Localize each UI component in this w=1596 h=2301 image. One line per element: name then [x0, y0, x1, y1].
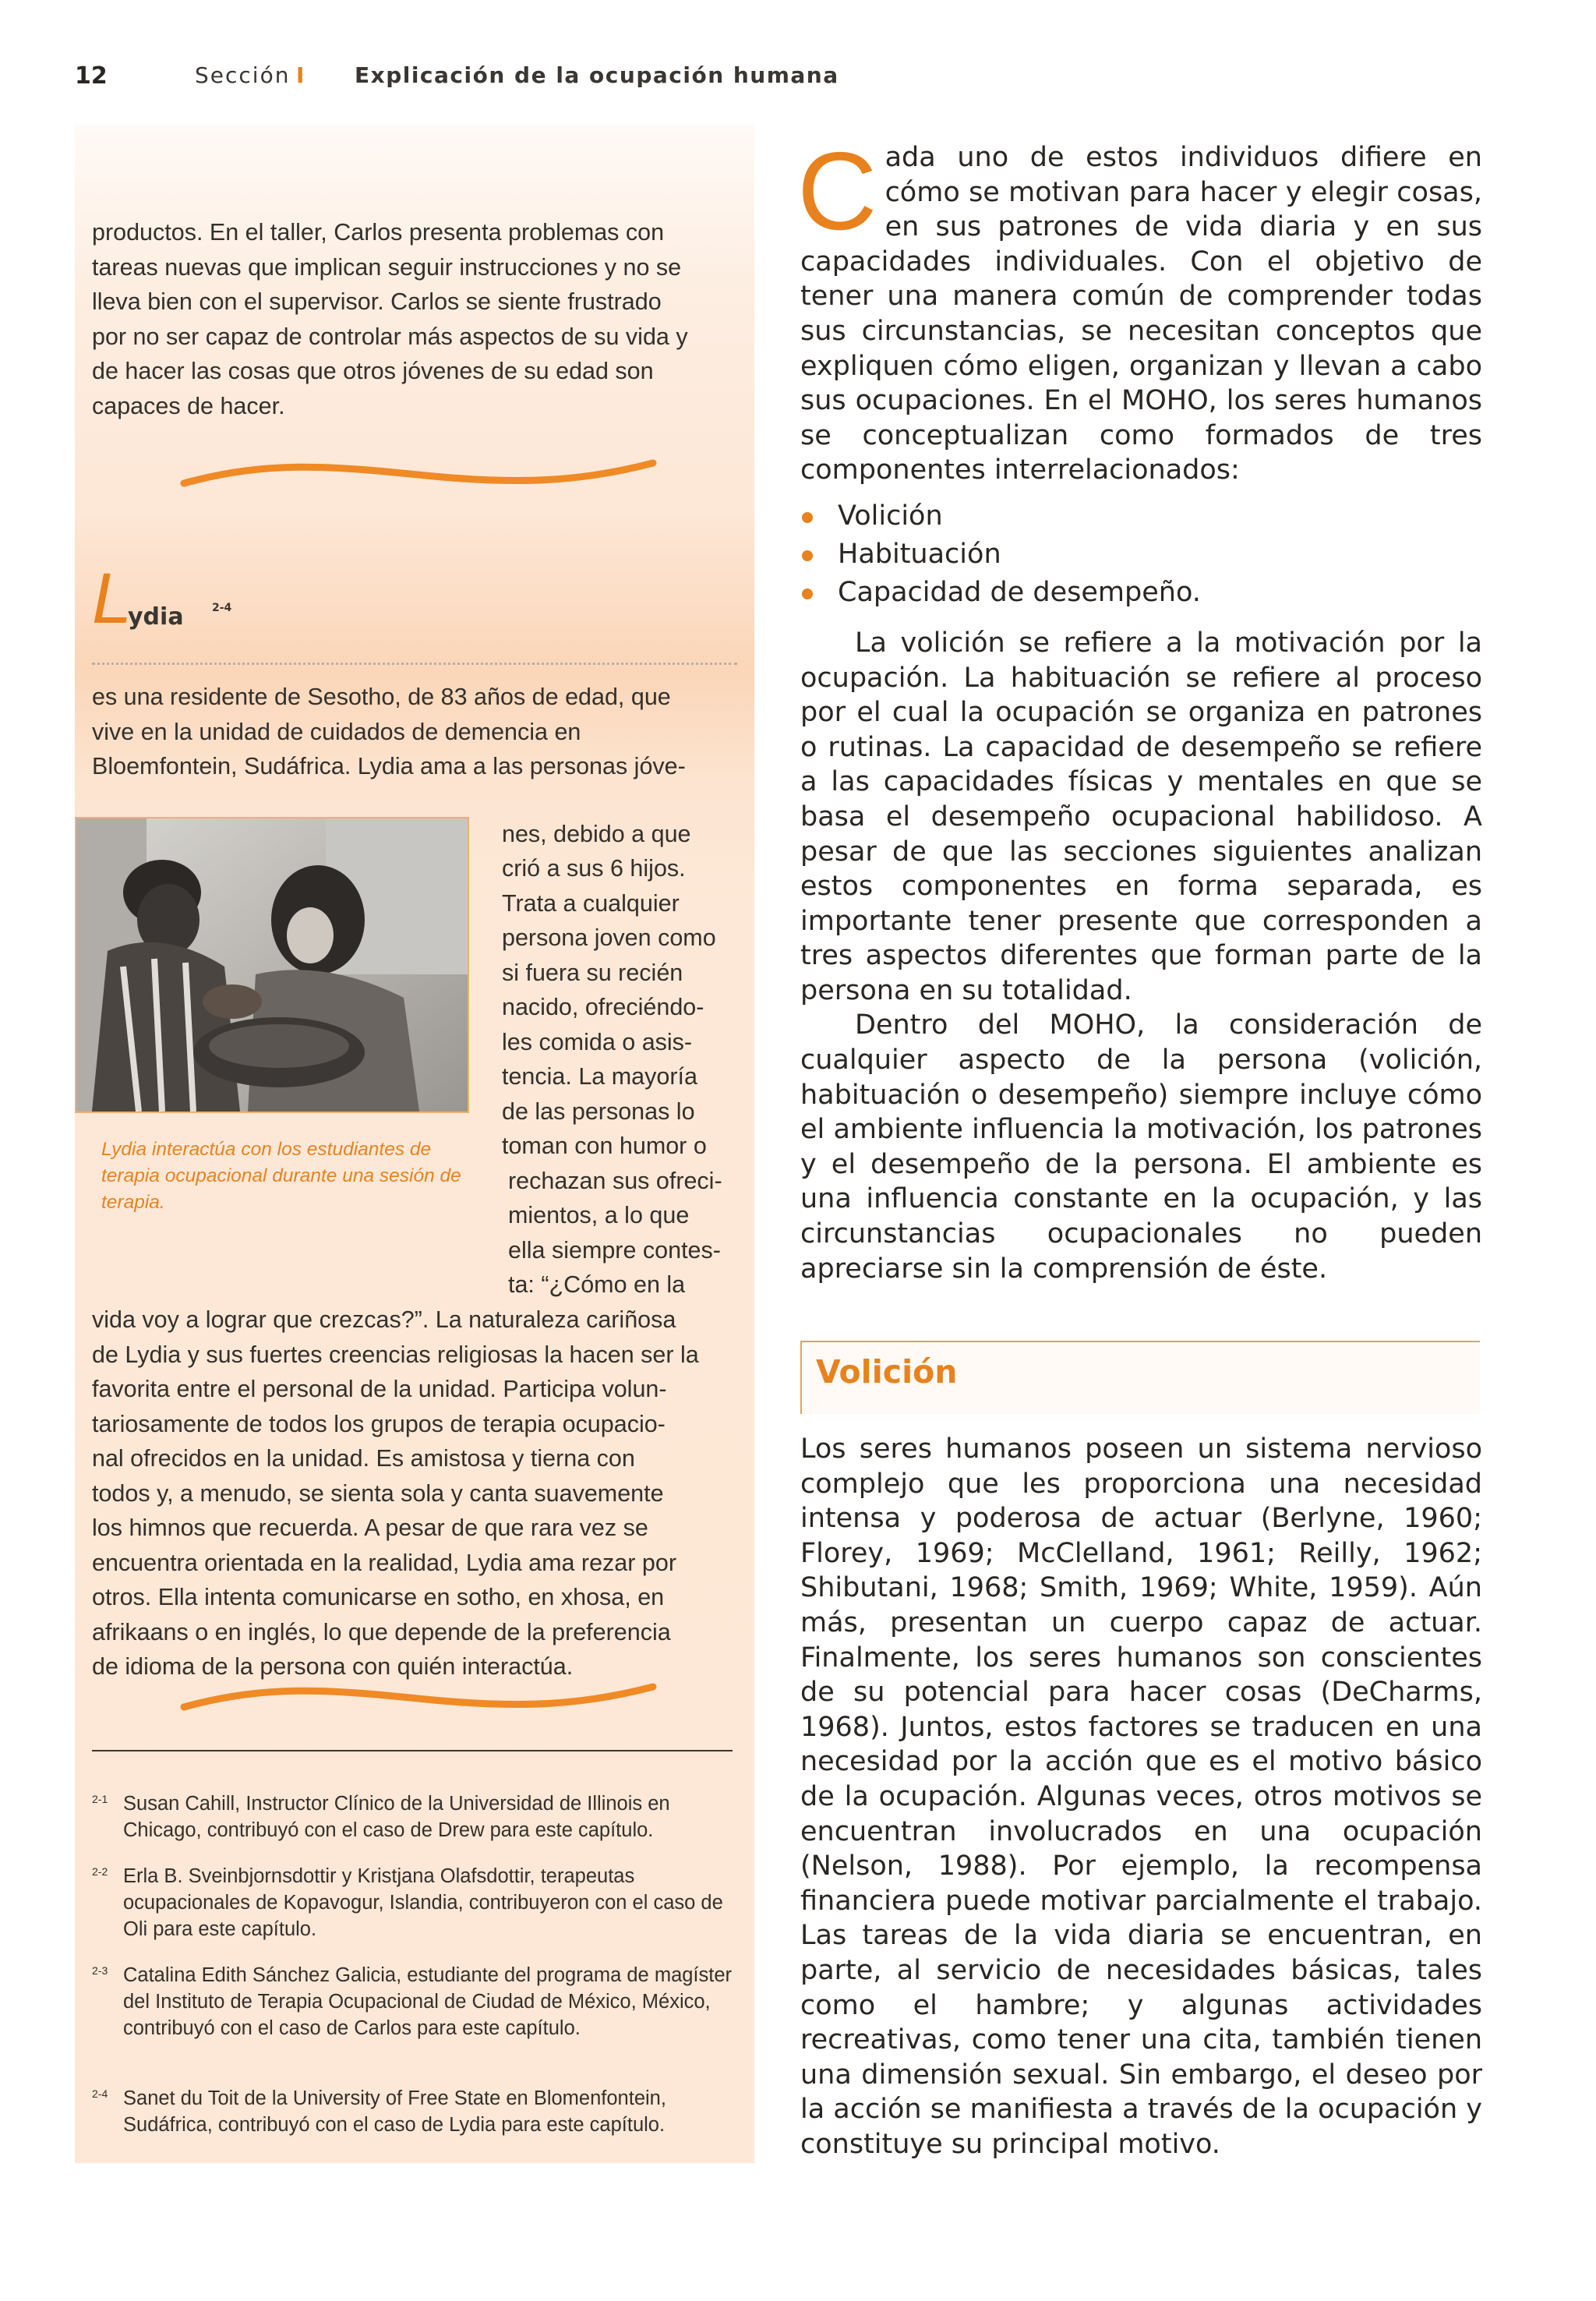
text-line: productos. En el taller, Carlos presenta problemas con [92, 219, 665, 246]
text-line: persona joven como [502, 924, 716, 951]
footnote-text: Erla B. Sveinbjornsdottir y Kristjana Olafsdottir, terapeutas ocupacionales de Kopavogur, Islandia, contribuyeron con el caso de Oli para este capítulo. [123, 1865, 723, 1940]
text-line: nes, debido a que [502, 821, 691, 847]
text-line: de las personas lo [502, 1098, 695, 1125]
footnote-text: Susan Cahill, Instructor Clínico de la Universidad de Illinois en Chicago, contribuyó con el caso de Drew para este capítulo. [123, 1793, 670, 1841]
photo-image [76, 818, 468, 1112]
list-item [800, 574, 1482, 612]
text-line: todos y, a menudo, se sienta sola y canta suavemente [92, 1479, 664, 1507]
text-line: vida voy a lograr que crezcas?”. La naturaleza cariñosa [92, 1306, 676, 1333]
bullet-icon [802, 589, 813, 599]
footnote-number: 2-1 [92, 1793, 108, 1805]
text-line: si fuera su recién [502, 960, 683, 986]
list-item [800, 535, 1482, 574]
list-item-label: Capacidad de desempeño. [838, 576, 1201, 608]
decorative-swash [176, 452, 659, 499]
text-line: los himnos que recuerda. A pesar de que rara vez se [92, 1515, 648, 1541]
footnote-number: 2-3 [92, 1964, 108, 1977]
decorative-swash [176, 1676, 659, 1723]
footnote-ref: 2-4 [212, 602, 232, 614]
chapter-title: Explicación de la ocupación humana [355, 62, 839, 88]
volicion-paragraph: Los seres humanos poseen un sistema nervioso complejo que les proporciona una necesidad intensa y poderosa de actuar (Berlyne, 1960; Florey, 1969; McClelland, 1961; Reilly, 1962; Shibutani, 1968; Smith, 1969; White, 1959). Aún más, presentan un cuerpo capaz de actuar. Finalmente, los seres humanos son conscientes de su potencial para hacer cosas (DeCharms, 1968). Juntos, estos factores se traducen en una necesidad por la acción que es el motivo básico de la ocupación. Algunas veces, otros motivos se encuentran involucrados en una ocupación (Nelson, 1988). Por ejemplo, la recompensa financiera puede motivar parcialmente el trabajo. Las tareas de la vida diaria se encuentran, en parte, al servicio de necesidades básicas, tales como el hambre; y algunas actividades recreativas, como tener una cita, también tienen una dimensión sexual. Sin embargo, el deseo por la acción se manifiesta a través de la ocupación y constituye su principal motivo. [800, 1433, 1482, 2160]
text-line: toman con humor o [502, 1133, 707, 1159]
lydia-photo [75, 817, 469, 1113]
case-heading-lydia [90, 559, 753, 639]
list-item-label: Volición [838, 500, 943, 532]
footnote-rule [92, 1750, 733, 1751]
lydia-case-intro [92, 680, 739, 784]
text-line: de idioma de la persona con quién interactúa. [92, 1653, 574, 1680]
section-heading-box [800, 1341, 1480, 1414]
text-line: tariosamente de todos los grupos de terapia ocupacio- [92, 1410, 666, 1437]
paragraph: La volición se refiere a la motivación por la ocupación. La habituación se refiere al proceso por el cual la ocupación se organiza en patrones o rutinas. La capacidad de desempeño se refiere a las capacidades físicas y mentales en que se basa el desempeño ocupacional habilidoso. A pesar de que las secciones siguientes analizan estos componentes en forma separada, es importante tener presente que corresponden a tres aspectos diferentes que forman parte de la persona en su totalidad. [800, 627, 1482, 1006]
text-line: crió a sus 6 hijos. [502, 855, 686, 882]
text-line: Trata a cualquier [502, 890, 680, 917]
list-item-label: Habituación [838, 538, 1001, 570]
heading-name: ydia [128, 603, 184, 631]
component-list [800, 497, 1482, 612]
case-sidebar [75, 125, 754, 2163]
text-line: tareas nuevas que implican seguir instrucciones y no se [92, 253, 682, 281]
list-item [800, 497, 1482, 535]
footnote [92, 1863, 739, 1942]
paragraph: Dentro del MOHO, la consideración de cualquier aspecto de la persona (volición, habituación o desempeño) siempre incluye cómo el ambiente influencia la motivación, los patrones y el desempeño de la persona. El ambiente es una influencia constante en la ocupación, y las circunstancias ocupacionales no pueden apreciarse sin la comprensión de éste. [800, 1009, 1482, 1285]
lydia-case-continued [92, 1302, 739, 1684]
footnote-text: Catalina Edith Sánchez Galicia, estudiante del programa de magíster del Instituto de Terapia Ocupacional de Ciudad de México, México, contribuyó con el caso de Carlos para este capítulo. [123, 1964, 733, 2039]
photo-caption: Lydia interactúa con los estudiantes de terapia ocupacional durante una sesión de terapia. [101, 1139, 461, 1213]
section-title: Volición [816, 1353, 958, 1391]
text-line: afrikaans o en inglés, lo que depende de la preferencia [92, 1618, 671, 1645]
text-line: ta: “¿Cómo en la [508, 1271, 686, 1298]
text-line: nacido, ofreciéndo- [502, 994, 704, 1020]
footnote [92, 1962, 739, 2041]
footnote-number: 2-2 [92, 1865, 108, 1878]
text-line: les comida o asis- [502, 1029, 693, 1055]
footnote [92, 2085, 739, 2138]
footnote-number: 2-4 [92, 2087, 108, 2100]
text-line: ella siempre contes- [508, 1237, 721, 1264]
text-line: nal ofrecidos en la unidad. Es amistosa y tierna con [92, 1445, 635, 1472]
section-label: Sección [195, 62, 291, 88]
header-separator: I [296, 62, 306, 88]
text-line: vive en la unidad de cuidados de demencia en [92, 718, 581, 745]
text-line: de hacer las cosas que otros jóvenes de su edad son [92, 358, 654, 384]
heading-initial: L [92, 559, 132, 638]
text-line: rechazan sus ofreci- [508, 1168, 722, 1194]
text-line: de Lydia y sus fuertes creencias religiosas la hacen ser la [92, 1341, 699, 1368]
text-line: lleva bien con el supervisor. Carlos se siente frustrado [92, 288, 662, 315]
text-line: favorita entre el personal de la unidad. Participa volun- [92, 1376, 667, 1402]
intro-text: ada uno de estos individuos difiere en cómo se motivan para hacer y elegir cosas, en sus patrones de vida diaria y en sus capacidades individuales. Con el objetivo de tener una manera común de comprender todas sus circunstancias, se necesitan conceptos que expliquen cómo eligen, organizan y llevan a cabo sus ocupaciones. En el MOHO, los seres humanos se conceptualizan como formados de tres componentes interrelacionados: [800, 142, 1482, 486]
bullet-icon [802, 512, 813, 523]
bullet-icon [802, 550, 813, 561]
text-line: tencia. La mayoría [502, 1063, 697, 1090]
footnote-text: Sanet du Toit de la University of Free State en Blomenfontein, Sudáfrica, contribuyó con el caso de Lydia para este capítulo. [123, 2087, 666, 2136]
text-line: otros. Ella intenta comunicarse en sotho, en xhosa, en [92, 1584, 665, 1610]
text-line: es una residente de Sesotho, de 83 años de edad, que [92, 684, 671, 710]
intro-paragraph [797, 129, 1482, 488]
main-column [797, 129, 1482, 1286]
dotted-divider [92, 663, 737, 665]
text-line: mientos, a lo que [508, 1202, 690, 1228]
text-line: capaces de hacer. [92, 392, 285, 419]
page-number: 12 [75, 62, 108, 90]
text-line: encuentra orientada en la realidad, Lydia ama rezar por [92, 1549, 676, 1576]
text-line: Bloemfontein, Sudáfrica. Lydia ama a las personas jóve- [92, 753, 686, 779]
drop-cap: C [797, 129, 877, 253]
carlos-case-text [92, 215, 739, 423]
text-line: por no ser capaz de controlar más aspectos de su vida y [92, 323, 688, 350]
footnote [92, 1790, 739, 1843]
